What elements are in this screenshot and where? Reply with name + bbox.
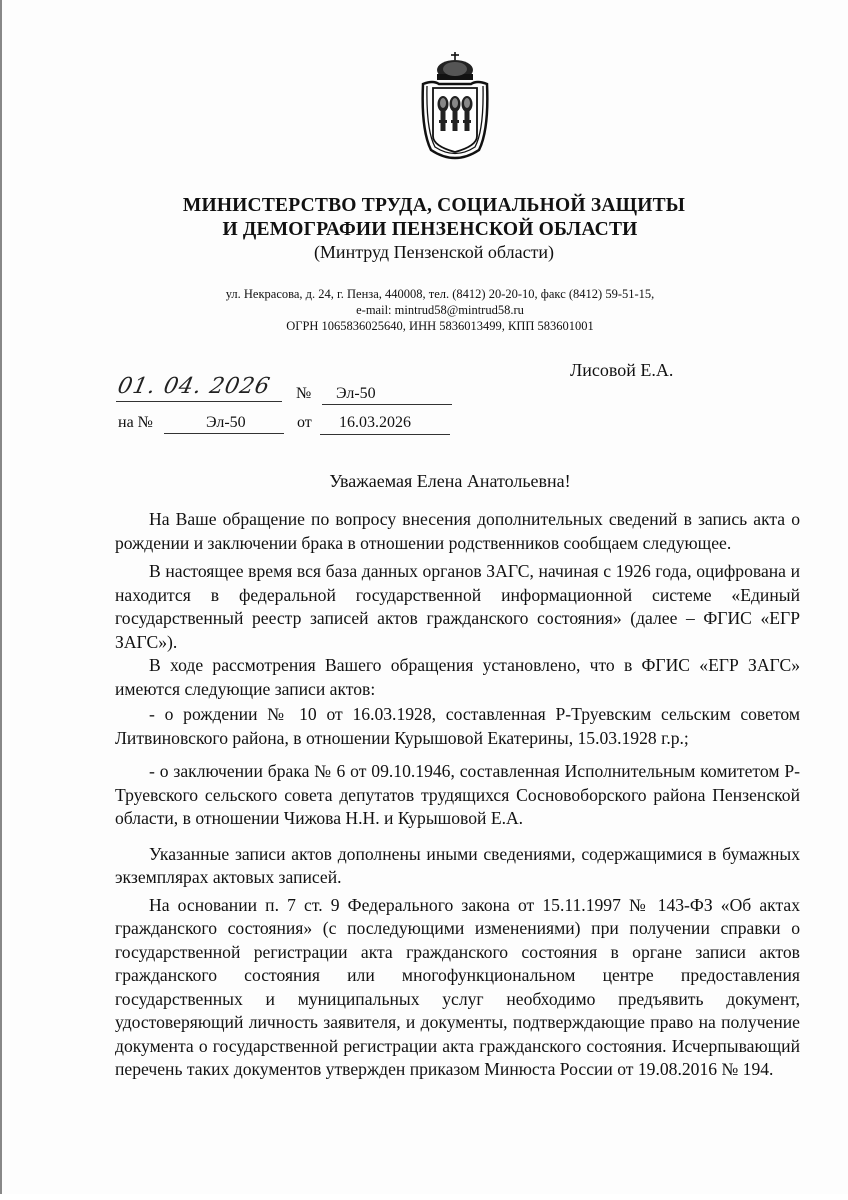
paragraph-findings: В ходе рассмотрения Вашего обращения установлено, что в ФГИС «ЕГР ЗАГС» имеются следующие записи актов: bbox=[115, 655, 800, 699]
number-label: № bbox=[296, 385, 312, 402]
email-line: e-mail: mintrud58@mintrud58.ru bbox=[356, 303, 524, 317]
salutation: Уважаемая Елена Анатольевна! bbox=[329, 471, 571, 491]
record-marriage: - о заключении брака № 6 от 09.10.1946, составленная Исполнительным комитетом Р-Труевского сельского совета депутатов трудящихся Сосновоборского района Пензенской области, в отношении Чижова Н.Н. и Курышовой Е.А. bbox=[115, 761, 800, 828]
ministry-name-line1: МИНИСТЕРСТВО ТРУДА, СОЦИАЛЬНОЙ ЗАЩИТЫ bbox=[182, 195, 686, 216]
record-birth: - о рождении № 10 от 16.03.1928, составленная Р-Труевским сельским советом Литвиновского района, в отношении Курышовой Екатерины, 15.03.1928 г.р.; bbox=[115, 704, 800, 748]
paragraph-legal-basis: На основании п. 7 ст. 9 Федерального закона от 15.11.1997 № 143-ФЗ «Об актах гражданского состояния» (с последующими изменениями) при получении справки о государственной регистрации акта гражданского состояния в органе записи актов гражданского состояния или многофункциональном центре предоставления государственных и муниципальных услуг необходимо предъявить документ, удостоверяющий личность заявителя, и документы, подтверждающие право на получение документа о государственной регистрации акта гражданского состояния. Исчерпывающий перечень таких документов утвержден приказом Минюста России от 19.08.2016 № 194. bbox=[115, 894, 800, 1079]
outgoing-number: Эл-50 bbox=[336, 385, 376, 402]
reply-date-underline bbox=[320, 434, 450, 435]
outgoing-date-handwritten: 01. 04. 2026 bbox=[115, 374, 273, 399]
letter-body bbox=[115, 508, 800, 1082]
paragraph-database: В настоящее время вся база данных органов ЗАГС, начиная с 1926 года, оцифрована и находится в федеральной государственной информационной системе «Единый государственный реестр записей актов гражданского состояния» (далее – ФГИС «ЕГР ЗАГС»). bbox=[115, 561, 800, 652]
paragraph-supplemented: Указанные записи актов дополнены иными сведениями, содержащимися в бумажных экземплярах актовых записей. bbox=[115, 843, 800, 887]
paragraph-intro: На Ваше обращение по вопросу внесения дополнительных сведений в запись акта о рождении и заключении брака в отношении родственников сообщаем следующее. bbox=[115, 509, 800, 553]
address-line: ул. Некрасова, д. 24, г. Пенза, 440008, тел. (8412) 20-20-10, факс (8412) 59-51-15, bbox=[225, 287, 655, 301]
date-underline bbox=[116, 401, 282, 402]
ministry-name-line2: И ДЕМОГРАФИИ ПЕНЗЕНСКОЙ ОБЛАСТИ bbox=[222, 219, 638, 240]
reply-to-number: Эл-50 bbox=[206, 414, 246, 431]
ministry-short-name: (Минтруд Пензенской области) bbox=[313, 242, 555, 262]
recipient-name: Лисовой Е.А. bbox=[570, 360, 674, 380]
reply-to-date: 16.03.2026 bbox=[339, 414, 411, 431]
scan-edge bbox=[0, 0, 2, 1195]
from-label: от bbox=[297, 414, 312, 431]
reply-number-underline bbox=[164, 433, 284, 434]
reply-to-number-label: на № bbox=[118, 414, 153, 431]
number-underline bbox=[322, 404, 452, 405]
coat-of-arms-icon bbox=[417, 50, 493, 166]
registry-codes-line: ОГРН 1065836025640, ИНН 5836013499, КПП 583601001 bbox=[286, 319, 594, 333]
scan-bottom-edge bbox=[0, 1194, 848, 1200]
